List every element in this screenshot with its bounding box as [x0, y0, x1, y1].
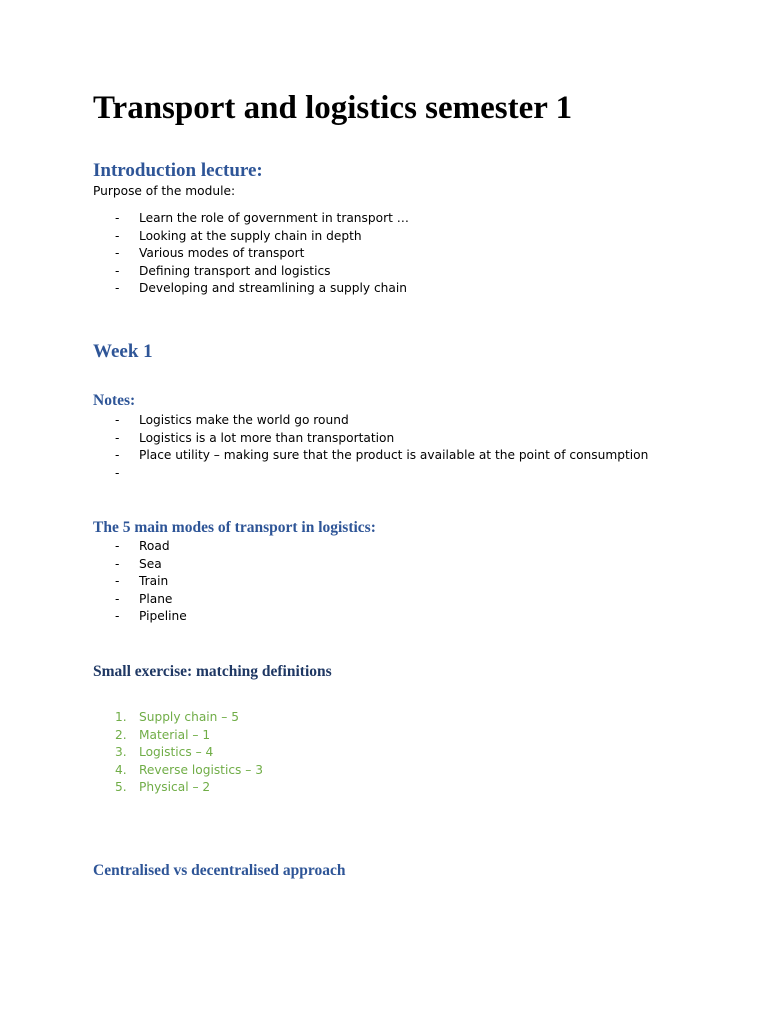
list-number: 5.	[115, 780, 127, 795]
list-number: 2.	[115, 727, 127, 742]
notes-heading: Notes:	[93, 392, 136, 409]
bullet-dash: -	[115, 448, 120, 463]
approach-heading: Centralised vs decentralised approach	[93, 862, 346, 879]
bullet-dash: -	[115, 281, 120, 296]
list-number: 1.	[115, 710, 127, 724]
exercise-heading: Small exercise: matching definitions	[93, 663, 332, 680]
purpose-label: Purpose of the module:	[93, 184, 236, 198]
bullet-dash: -	[115, 591, 120, 606]
bullet-dash: -	[115, 574, 120, 589]
week-heading: Week 1	[93, 341, 153, 362]
list-number: 4.	[115, 762, 127, 777]
bullet-dash: -	[115, 539, 120, 553]
intro-heading: Introduction lecture:	[93, 160, 263, 181]
document-title: Transport and logistics semester 1	[93, 90, 573, 126]
bullet-dash: -	[115, 609, 120, 624]
bullet-dash: -	[115, 211, 120, 225]
list-number: 3.	[115, 745, 127, 760]
bullet-dash: -	[115, 413, 120, 427]
bullet-dash: -	[115, 430, 120, 445]
bullet-dash: -	[115, 263, 120, 278]
bullet-dash: -	[115, 556, 120, 571]
modes-heading: The 5 main modes of transport in logistics:	[93, 519, 376, 536]
bullet-dash: -	[115, 465, 120, 480]
bullet-dash: -	[115, 228, 120, 243]
bullet-dash: -	[115, 246, 120, 261]
document-page: Transport and logistics semester 1 Introduction lecture: Purpose of the module: - Learn the role of government in transport … - Looking at the supply chain in depth - Various modes of transport - Defining transport and logistics - Developing and streamlining a supply chain Week 1 Notes: - Logistics make the world go round - Logistics is a lot more than transportation - Place utility – making sure that the product is available at the point of consumption - The 5 main modes of transport in logistics: - Road - Sea - Train - Plane - Pipeline Small exercise: matching definitions 1. Supply chain – 5 2. Material – 1 3. Logistics – 4 4. Reverse logistics – 3 5. Physical – 2 Centralised vs decentralised approach	[0, 0, 768, 1024]
